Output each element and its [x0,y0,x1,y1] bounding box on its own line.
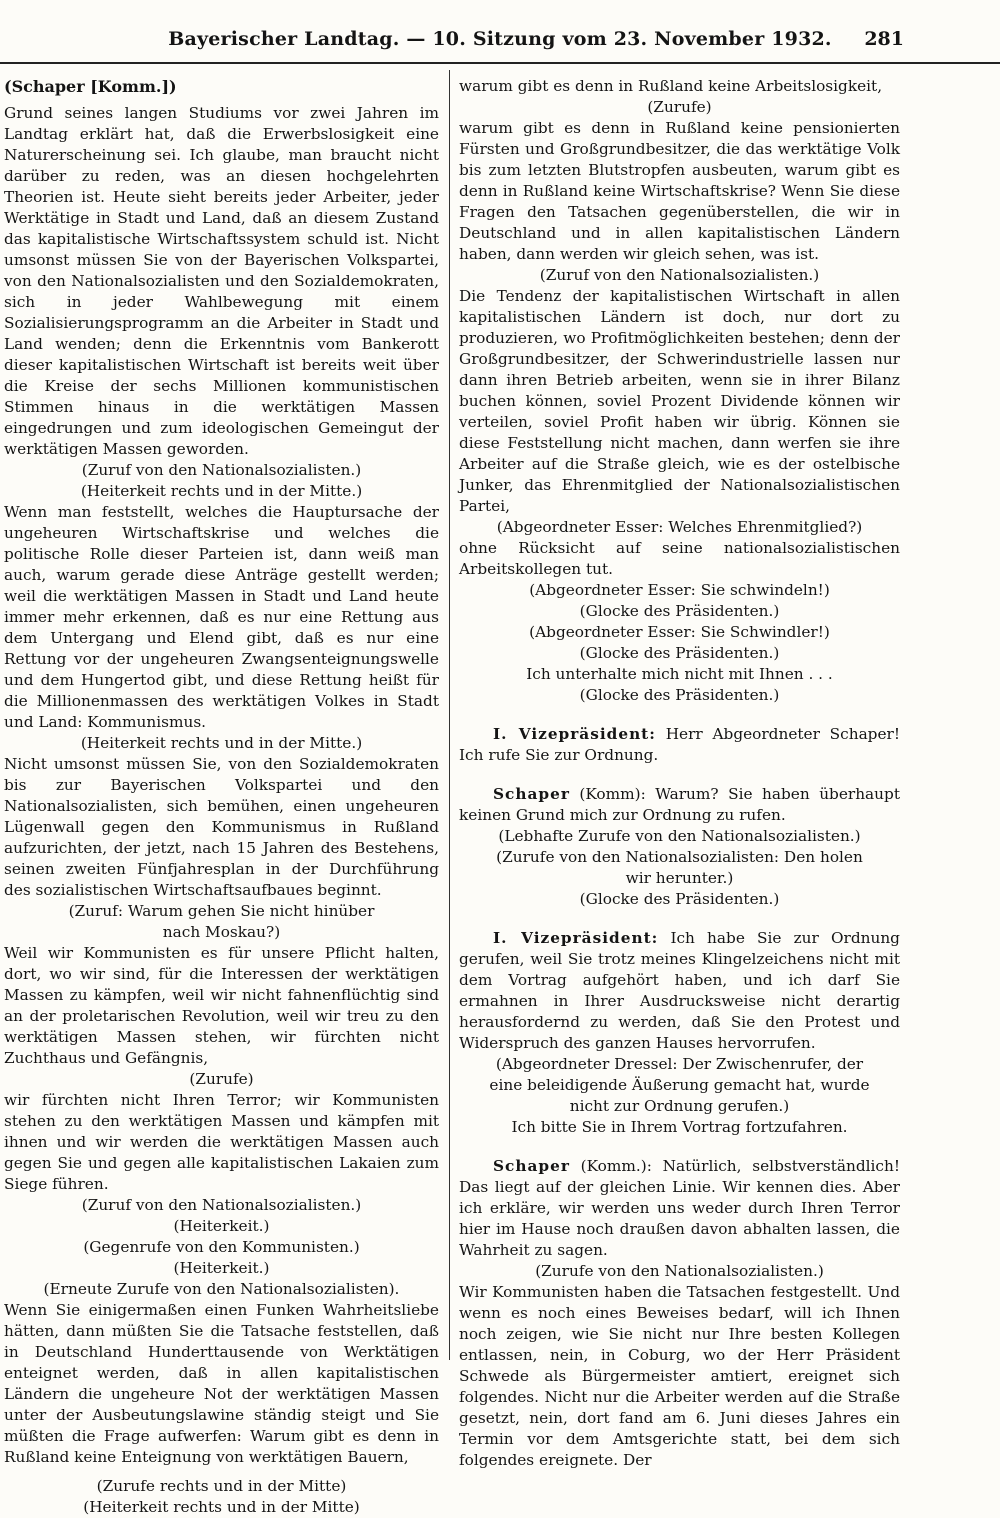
interjection: (Zurufe) [189,1070,254,1088]
speech-text: Ich habe Sie zur Ordnung gerufen, weil Sie trotz meines Klingelzeichens nicht mit dem Vortrag aufgehört haben, und ich darf Sie ermahnen in Ihrer Ausdrucksweise nicht derartig herausfordernd zu werden, daß Sie den Protest und Widerspruch des ganzen Hauses hervorrufen. [459,929,900,1052]
interjection: Ich unterhalte mich nicht mit Ihnen . . . [526,665,833,683]
speaker-name: I. Vizepräsident: [493,929,659,947]
speaker-party: (Komm): [579,785,646,803]
paragraph: Wenn man feststellt, welches die Hauptursache der ungeheuren Wirtschaftskrise und welches die politische Rolle dieser Parteien ist, dann weiß man auch, warum gerade diese Anträge gestellt werden; weil die werktätigen Massen in Stadt und Land heute immer mehr erkennen, daß es nur eine Rettung aus dem Untergang und Elend gibt, daß es nur eine Rettung vor der ungeheuren Zwangsenteignungswelle und dem Hungertod gibt, und diese Rettung heißt für die Millionenmassen des werktätigen Volkes in Stadt und Land: Kommunismus. [4,503,439,731]
interjection: wir herunter.) [625,869,734,887]
paragraph: Weil wir Kommunisten es für unsere Pflicht halten, dort, wo wir sind, für die Interessen der werktätigen Massen zu kämpfen, weil wir nicht fahnenflüchtig sind an der proletarischen Revolution, weil wir treu zu den werktätigen Massen stehen, wir fürchten nicht Zuchthaus und Gefängnis, [4,944,439,1067]
interjection: (Abgeordneter Esser: Sie Schwindler!) [529,623,830,641]
right-column [459,76,900,1471]
speaker-tag: (Schaper [Komm.]) [4,77,177,96]
speaker-name: Schaper [493,785,570,803]
interjection: (Lebhafte Zurufe von den Nationalsozialisten.) [498,827,861,845]
page-number: 281 [864,28,904,50]
interjection: (Heiterkeit.) [173,1259,270,1277]
interjection: (Gegenrufe von den Kommunisten.) [83,1238,360,1256]
speaker-party: (Komm.): [580,1157,652,1175]
speech-paragraph [459,928,900,1054]
interjection: (Glocke des Präsidenten.) [579,686,780,704]
left-column [4,76,439,1518]
paragraph: ohne Rücksicht auf seine nationalsozialistischen Arbeitskollegen tut. [459,539,900,578]
speech-paragraph [459,724,900,766]
speech-text: Herr Abgeordneter Schaper! Ich rufe Sie zur Ordnung. [459,725,900,764]
interjection: (Zurufe von den Nationalsozialisten: Den holen [496,848,863,866]
speech-paragraph [459,784,900,826]
interjection: (Zuruf von den Nationalsozialisten.) [81,1196,362,1214]
paragraph: Nicht umsonst müssen Sie, von den Sozialdemokraten bis zur Bayerischen Volkspartei und den Nationalsozialisten, sich bemühen, einen ungeheuren Lügenwall gegen den Kommunismus in Rußland aufzurichten, der jetzt, nach 15 Jahren des Bestehens, seinen zweiten Fünfjahresplan in der Durchführung des sozialistischen Wirtschaftsaufbaues beginnt. [4,755,439,899]
interjection: (Heiterkeit rechts und in der Mitte.) [80,482,363,500]
speech-paragraph [459,1156,900,1261]
interjection: (Heiterkeit rechts und in der Mitte.) [80,734,363,752]
speaker-name: Schaper [493,1157,570,1175]
interjection: (Erneute Zurufe von den Nationalsozialisten). [43,1280,400,1298]
interjection: (Heiterkeit rechts und in der Mitte) [83,1498,360,1516]
interjection: (Zurufe) [647,98,712,116]
interjection: nicht zur Ordnung gerufen.) [569,1097,790,1115]
column-divider [449,70,450,1360]
speech-text: Natürlich, selbstverständlich! Das liegt auf der gleichen Linie. Wir kennen dies. Aber ich erkläre, wir werden uns weder durch Ihren Terror hier im Hause noch draußen davon abhalten lassen, die Wahrheit zu sagen. [459,1157,900,1259]
paragraph: Grund seines langen Studiums vor zwei Jahren im Landtag erklärt hat, daß die Erwerbslosigkeit eine Naturerscheinung sei. Ich glaube, man braucht nicht darüber zu reden, was an diesen hochgelehrten Theorien ist. Heute sieht bereits jeder Arbeiter, jeder Werktätige in Stadt und Land, daß an diesem Zustand das kapitalistische Wirtschaftssystem schuld ist. Nicht umsonst müssen Sie von der Bayerischen Volkspartei, von den Nationalsozialisten und den Sozialdemokraten, sich in jeder Wahlbewegung mit einem Sozialisierungsprogramm an die Arbeiter in Stadt und Land wenden; denn die Erkenntnis vom Bankerott dieser kapitalistischen Wirtschaft ist bereits weit über die Kreise der sechs Millionen kommunistischen Stimmen hinaus in die werktätigen Massen eingedrungen und zum ideologischen Gemeingut der werktätigen Massen geworden. [4,104,439,458]
interjection: (Zurufe von den Nationalsozialisten.) [535,1262,824,1280]
interjection: (Zuruf von den Nationalsozialisten.) [81,461,362,479]
interjection: Ich bitte Sie in Ihrem Vortrag fortzufahren. [511,1118,848,1136]
interjection: (Zuruf von den Nationalsozialisten.) [539,266,820,284]
interjection: (Heiterkeit.) [173,1217,270,1235]
paragraph: wir fürchten nicht Ihren Terror; wir Kommunisten stehen zu den werktätigen Massen und kämpfen mit ihnen und wir werden die werktätigen Massen auch gegen Sie und gegen alle kapitalistischen Lakaien zum Siege führen. [4,1091,439,1193]
speech-text: Warum? Sie haben überhaupt keinen Grund mich zur Ordnung zu rufen. [459,785,900,824]
paragraph: warum gibt es denn in Rußland keine pensionierten Fürsten und Großgrundbesitzer, die das werktätige Volk bis zum letzten Blutstropfen ausbeuten, warum gibt es denn in Rußland keine Wirtschaftskrise? Wenn Sie diese Fragen den Tatsachen gegenüberstellen, die wir in Deutschland und in allen kapitalistischen Ländern haben, dann werden wir gleich sehen, was ist. [459,119,900,263]
paragraph: Wenn Sie einigermaßen einen Funken Wahrheitsliebe hätten, dann müßten Sie die Tatsache feststellen, daß in Deutschland Hunderttausende von Werktätigen enteignet werden, daß in allen kapitalistischen Ländern die ungeheure Not der werktätigen Massen unter der Ausbeutungslawine ständig steigt und Sie müßten die Frage aufwerfen: Warum gibt es denn in Rußland keine Enteignung von werktätigen Bauern, [4,1301,439,1466]
interjection: (Glocke des Präsidenten.) [579,644,780,662]
header-rule [0,62,1000,64]
interjection: nach Moskau?) [162,923,281,941]
paragraph: Wir Kommunisten haben die Tatsachen festgestellt. Und wenn es noch eines Beweises bedarf, will ich Ihnen noch zeigen, wie Sie nicht nur Ihre besten Kollegen entlassen, nein, in Coburg, wo der Herr Präsident Schwede als Bürgermeister amtiert, ereignet sich folgendes. Nicht nur die Arbeiter werden auf die Straße gesetzt, nein, dort fand am 6. Juni dieses Jahres ein Termin vor dem Amtsgerichte statt, bei dem sich folgendes ereignete. Der [459,1283,900,1469]
running-header [0,28,1000,58]
interjection: (Zurufe rechts und in der Mitte) [96,1477,347,1495]
interjection: (Glocke des Präsidenten.) [579,890,780,908]
interjection: (Abgeordneter Esser: Welches Ehrenmitglied?) [496,518,863,536]
running-title: Bayerischer Landtag. — 10. Sitzung vom 23. November 1932. [168,28,832,50]
interjection: (Zuruf: Warum gehen Sie nicht hinüber [68,902,375,920]
paragraph: warum gibt es denn in Rußland keine Arbeitslosigkeit, [459,77,883,95]
interjection: (Abgeordneter Dressel: Der Zwischenrufer, der [495,1055,864,1073]
interjection: eine beleidigende Äußerung gemacht hat, wurde [489,1076,870,1094]
interjection: (Glocke des Präsidenten.) [579,602,780,620]
paragraph: Die Tendenz der kapitalistischen Wirtschaft in allen kapitalistischen Ländern ist doch, nur dort zu produzieren, wo Profitmöglichkeiten bestehen; denn der Großgrundbesitzer, der Schwerindustrielle lassen nur dann ihren Betrieb arbeiten, wenn sie in ihrer Bilanz buchen können, soviel Prozent Dividende können wir verteilen, soviel Profit haben wir übrig. Können sie diese Feststellung nicht machen, dann werfen sie ihre Arbeiter auf die Straße gleich, wie es der ostelbische Junker, das Ehrenmitglied der Nationalsozialistischen Partei, [459,287,900,515]
interjection: (Abgeordneter Esser: Sie schwindeln!) [529,581,830,599]
speaker-name: I. Vizepräsident: [493,725,656,743]
